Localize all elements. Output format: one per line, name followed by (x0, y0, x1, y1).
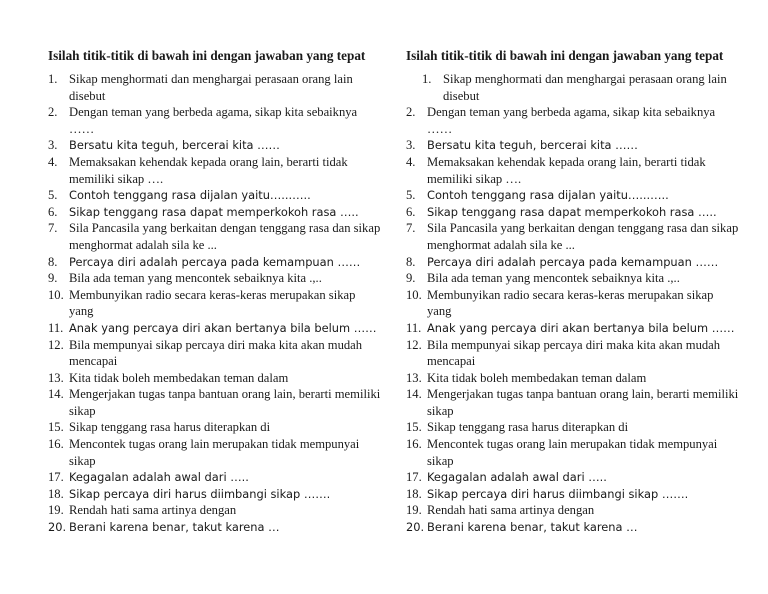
question-text: Percaya diri adalah percaya pada kemampuan …… (69, 254, 361, 269)
question-number: 12. (406, 337, 422, 352)
question-item (48, 254, 383, 271)
question-number: 11. (406, 320, 422, 335)
question-item (48, 270, 383, 287)
worksheet-column-left (48, 47, 383, 536)
question-number: 12. (48, 337, 64, 352)
question-item (406, 220, 741, 253)
question-item (48, 187, 383, 204)
question-number: 15. (48, 420, 64, 435)
question-text: Rendah hati sama artinya dengan (427, 503, 595, 518)
question-text: Bila mempunyai sikap percaya diri maka kita akan mudah mencapai (427, 337, 721, 369)
question-text: Sikap tenggang rasa harus diterapkan di (69, 420, 271, 435)
question-text: Rendah hati sama artinya dengan (69, 503, 237, 518)
question-item (406, 204, 741, 221)
question-item (406, 419, 741, 436)
question-text: Sikap menghormati dan menghargai perasaan orang lain disebut (69, 72, 353, 103)
question-item (48, 419, 383, 436)
question-number: 7. (406, 221, 416, 236)
question-item (406, 254, 741, 271)
question-item (406, 71, 741, 104)
question-text: Berani karena benar, takut karena … (427, 520, 638, 535)
question-text: Kegagalan adalah awal dari ….. (69, 470, 249, 485)
question-item (48, 71, 383, 104)
question-number: 10. (48, 287, 64, 302)
question-item (48, 337, 383, 370)
question-text: Sikap tenggang rasa dapat memperkokoh rasa ….. (69, 204, 359, 219)
question-number: 1. (48, 72, 58, 86)
question-item (48, 204, 383, 221)
question-item (48, 486, 383, 503)
question-item (406, 320, 741, 337)
question-number: 20. (48, 520, 67, 535)
question-number: 4. (406, 154, 416, 169)
question-number: 20. (406, 520, 425, 535)
question-number: 7. (48, 221, 58, 236)
question-number: 15. (406, 420, 422, 435)
question-number: 18. (48, 486, 64, 501)
question-text: Sikap percaya diri harus diimbangi sikap ……. (69, 486, 331, 501)
question-number: 6. (406, 204, 416, 219)
question-text: Kita tidak boleh membedakan teman dalam (427, 370, 647, 385)
question-item (406, 104, 741, 137)
question-number: 1. (422, 72, 432, 86)
question-item (406, 337, 741, 370)
question-text: Sikap percaya diri harus diimbangi sikap ……. (427, 486, 689, 501)
question-item (406, 502, 741, 519)
question-number: 2. (406, 105, 416, 120)
question-item (48, 137, 383, 154)
question-item (48, 320, 383, 337)
question-text: Mengerjakan tugas tanpa bantuan orang lain, berarti memiliki sikap (427, 387, 739, 418)
question-item (406, 370, 741, 387)
question-number: 8. (406, 254, 416, 269)
question-item (48, 519, 383, 536)
question-text: Percaya diri adalah percaya pada kemampuan …… (427, 254, 719, 269)
question-number: 13. (406, 370, 422, 385)
question-text: Memaksakan kehendak kepada orang lain, berarti tidak memiliki sikap …. (69, 154, 348, 186)
question-text: Membunyikan radio secara keras-keras merupakan sikap yang (427, 287, 714, 319)
question-number: 19. (48, 503, 64, 518)
question-number: 9. (48, 271, 58, 286)
question-item (406, 187, 741, 204)
question-item (406, 287, 741, 320)
question-number: 8. (48, 254, 58, 269)
question-item (48, 287, 383, 320)
question-text: Sila Pancasila yang berkaitan dengan tenggang rasa dan sikap menghormat adalah sila ke ... (427, 221, 739, 252)
question-text: Contoh tenggang rasa dijalan yaitu…...….. (69, 188, 311, 203)
question-number: 5. (48, 188, 58, 203)
question-number: 6. (48, 204, 58, 219)
question-text: Bila ada teman yang mencontek sebaiknya kita .,.. (427, 271, 680, 286)
question-number: 11. (48, 320, 64, 335)
question-number: 16. (406, 437, 422, 452)
question-item (48, 154, 383, 187)
question-text: Dengan teman yang berbeda agama, sikap kita sebaiknya …… (427, 105, 716, 136)
question-item (406, 486, 741, 503)
question-number: 17. (406, 470, 422, 485)
question-text: Bila mempunyai sikap percaya diri maka kita akan mudah mencapai (69, 337, 363, 369)
question-text: Memaksakan kehendak kepada orang lain, berarti tidak memiliki sikap …. (427, 154, 706, 186)
question-number: 4. (48, 154, 58, 169)
question-number: 14. (48, 387, 64, 402)
question-number: 9. (406, 271, 416, 286)
question-item (406, 469, 741, 486)
question-text: Dengan teman yang berbeda agama, sikap kita sebaiknya …… (69, 105, 358, 136)
question-item (406, 386, 741, 419)
question-number: 3. (406, 138, 416, 153)
question-item (406, 137, 741, 154)
worksheet-title: Isilah titik-titik di bawah ini dengan jawaban yang tepat (406, 48, 724, 63)
question-item (48, 370, 383, 387)
question-list (48, 71, 383, 536)
worksheet-column-right (406, 47, 741, 536)
question-text: Mengerjakan tugas tanpa bantuan orang lain, berarti memiliki sikap (69, 387, 381, 418)
question-number: 19. (406, 503, 422, 518)
question-item (48, 436, 383, 469)
question-item (406, 270, 741, 287)
question-text: Sikap menghormati dan menghargai perasaan orang lain disebut (443, 72, 727, 103)
question-number: 18. (406, 486, 422, 501)
question-number: 17. (48, 470, 64, 485)
question-item (406, 519, 741, 536)
question-item (406, 436, 741, 469)
question-number: 10. (406, 287, 422, 302)
question-text: Berani karena benar, takut karena … (69, 520, 280, 535)
question-text: Membunyikan radio secara keras-keras merupakan sikap yang (69, 287, 356, 319)
question-item (48, 469, 383, 486)
question-item (48, 502, 383, 519)
question-text: Sikap tenggang rasa dapat memperkokoh rasa ….. (427, 204, 717, 219)
question-text: Bersatu kita teguh, bercerai kita …… (427, 138, 638, 153)
question-number: 3. (48, 138, 58, 153)
question-text: Mencontek tugas orang lain merupakan tidak mempunyai sikap (427, 437, 718, 468)
question-list (406, 71, 741, 536)
question-text: Bersatu kita teguh, bercerai kita …… (69, 138, 280, 153)
question-text: Anak yang percaya diri akan bertanya bila belum …… (69, 320, 377, 335)
question-text: Anak yang percaya diri akan bertanya bila belum …… (427, 320, 735, 335)
question-text: Kita tidak boleh membedakan teman dalam (69, 370, 289, 385)
question-number: 5. (406, 188, 416, 203)
question-text: Contoh tenggang rasa dijalan yaitu…...….. (427, 188, 669, 203)
question-text: Sikap tenggang rasa harus diterapkan di (427, 420, 629, 435)
question-number: 2. (48, 105, 58, 120)
question-item (48, 104, 383, 137)
question-item (48, 386, 383, 419)
question-text: Bila ada teman yang mencontek sebaiknya kita .,.. (69, 271, 322, 286)
question-text: Sila Pancasila yang berkaitan dengan tenggang rasa dan sikap menghormat adalah sila ke ... (69, 221, 381, 252)
question-text: Mencontek tugas orang lain merupakan tidak mempunyai sikap (69, 437, 360, 468)
question-item (48, 220, 383, 253)
question-item (406, 154, 741, 187)
question-number: 13. (48, 370, 64, 385)
question-number: 14. (406, 387, 422, 402)
worksheet-title: Isilah titik-titik di bawah ini dengan jawaban yang tepat (48, 48, 366, 63)
question-text: Kegagalan adalah awal dari ….. (427, 470, 607, 485)
question-number: 16. (48, 437, 64, 452)
